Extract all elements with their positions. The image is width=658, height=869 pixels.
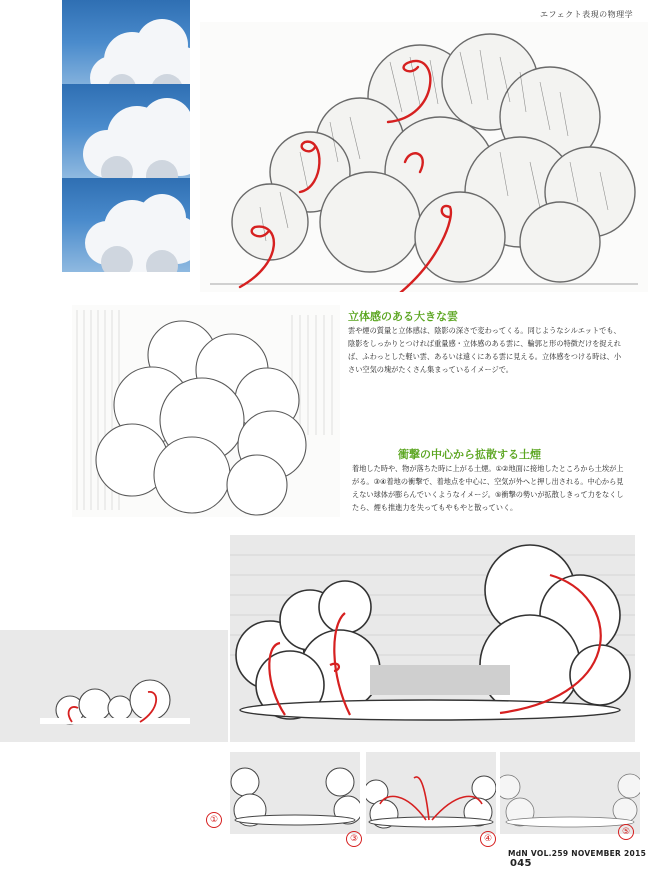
panel-number-3: ③	[346, 831, 362, 847]
panel-number-4: ④	[480, 831, 496, 847]
running-header: エフェクト表現の物理学	[540, 10, 634, 19]
section1-body: 雲や煙の質量と立体感は、陰影の深さで変わってくる。同じようなシルエットでも、陰影をしっかりとつければ重量感・立体感のある雲に、輪郭と形の特徴だけを捉えれば、ふわっとした軽い雲、あるいは遠くにある雲に見える。立体感をつける時は、小さい空気の塊がたくさん集まっているイメージで。	[348, 326, 622, 374]
dust-panel-4	[366, 752, 496, 834]
cloud-photo-3	[62, 178, 190, 272]
page-footer	[508, 849, 658, 869]
dust-panel-1	[0, 630, 228, 742]
footer-issue: MdN VOL.259 NOVEMBER 2015	[508, 849, 647, 858]
section2-heading: 衝撃の中心から拡散する土煙	[398, 448, 541, 461]
panel-number-5: ⑤	[618, 824, 634, 840]
dust-panel-2	[230, 535, 635, 742]
page-number: 045	[510, 858, 532, 869]
cloud-sketch-outline	[72, 305, 340, 517]
dust-panel-3	[230, 752, 360, 834]
dust-panel-5	[500, 752, 640, 834]
cloud-photo-2	[62, 84, 190, 178]
cloud-photo-1	[62, 0, 190, 94]
panel-number-1: ①	[206, 812, 222, 828]
section2-body: 着地した時や、物が落ちた時に上がる土煙。①②地面に接地したところから土埃が上がる。③④着地の衝撃で、着地点を中心に、空気が外へと押し出される。中心から見えない球体が膨らんでいくようなイメージ。⑤衝撃の勢いが拡散しきって力をなくしたら、煙も推進力を失ってもやもやと散っていく。	[352, 464, 624, 512]
cloud-sketch-large	[200, 22, 648, 292]
section1-heading: 立体感のある大きな雲	[348, 310, 458, 323]
